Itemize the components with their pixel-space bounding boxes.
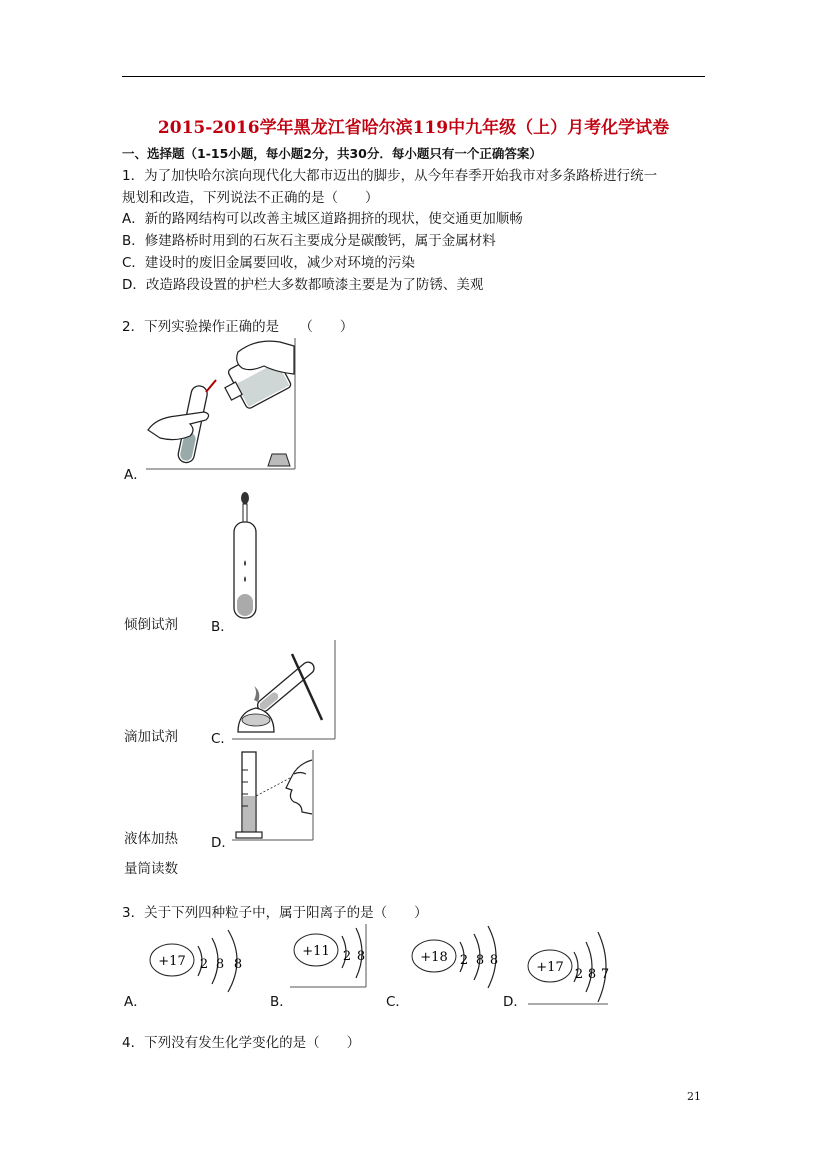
particle-b-shell-2: 8 — [356, 949, 366, 964]
particle-c-shell-3: 8 — [489, 953, 499, 968]
header-rule — [122, 76, 705, 77]
q3-option-a-label: A． — [124, 994, 147, 1010]
q3-stem: 3．关于下列四种粒子中，属于阳离子的是（ ） — [122, 905, 428, 921]
q2-option-b-caption: 滴加试剂 — [124, 729, 178, 745]
particle-d-diagram — [524, 926, 610, 1006]
page-number: 21 — [687, 1090, 701, 1103]
particle-c-diagram — [408, 924, 500, 990]
particle-a-shell-2: 8 — [215, 957, 225, 972]
q3-option-b-label: B． — [270, 994, 293, 1010]
q2-option-c-label: C． — [211, 731, 234, 747]
q2-stem: 2．下列实验操作正确的是 （ ） — [122, 319, 354, 335]
dropper-image — [226, 490, 262, 622]
q2-option-a-label: A． — [124, 467, 147, 483]
pouring-reagent-image — [146, 338, 296, 470]
particle-d-shell-3: 7 — [600, 967, 610, 982]
q2-option-d-label: D． — [211, 835, 235, 851]
q4-stem: 4．下列没有发生化学变化的是（ ） — [122, 1035, 361, 1051]
particle-d-shell-2: 8 — [587, 967, 597, 982]
q3-option-c-label: C． — [386, 994, 409, 1010]
page-title: 2015-2016学年黑龙江省哈尔滨119中九年级（上）月考化学试卷 — [157, 118, 670, 138]
particle-b-diagram — [290, 924, 368, 988]
particle-c-shell-2: 8 — [475, 953, 485, 968]
q1-stem-line1: 1．为了加快哈尔滨向现代化大都市迈出的脚步，从今年春季开始我市对多条路桥进行统一 — [122, 168, 658, 184]
particle-a-diagram — [146, 926, 246, 996]
particle-c-shell-1: 2 — [459, 953, 469, 968]
heating-liquid-image — [232, 640, 336, 740]
particle-d-shell-1: 2 — [574, 967, 584, 982]
cylinder-reading-image — [232, 750, 314, 842]
q1-option-d: D．改造路段设置的护栏大多数都喷漆主要是为了防锈、美观 — [122, 277, 484, 293]
section-heading: 一、选择题（1-15小题，每小题2分，共30分．每小题只有一个正确答案） — [122, 146, 542, 161]
q1-option-b: B．修建路桥时用到的石灰石主要成分是碳酸钙，属于金属材料 — [122, 233, 496, 249]
q1-option-c: C．建设时的废旧金属要回收，减少对环境的污染 — [122, 255, 415, 271]
q1-stem-line2: 规划和改造，下列说法不正确的是（ ） — [122, 190, 379, 206]
q3-option-d-label: D． — [503, 994, 527, 1010]
q2-option-c-caption: 液体加热 — [124, 831, 178, 847]
particle-a-shell-1: 2 — [199, 957, 209, 972]
q2-option-b-label: B． — [211, 619, 234, 635]
particle-a-nucleus: +17 — [158, 954, 186, 969]
particle-c-nucleus: +18 — [420, 950, 448, 965]
particle-b-nucleus: +11 — [302, 944, 330, 959]
particle-d-nucleus: +17 — [536, 960, 564, 975]
particle-a-shell-3: 8 — [233, 957, 243, 972]
q2-option-a-caption: 倾倒试剂 — [124, 617, 178, 633]
q1-option-a: A．新的路网结构可以改善主城区道路拥挤的现状，使交通更加顺畅 — [122, 211, 523, 227]
q2-option-d-caption: 量筒读数 — [124, 861, 178, 877]
particle-b-shell-1: 2 — [342, 949, 352, 964]
